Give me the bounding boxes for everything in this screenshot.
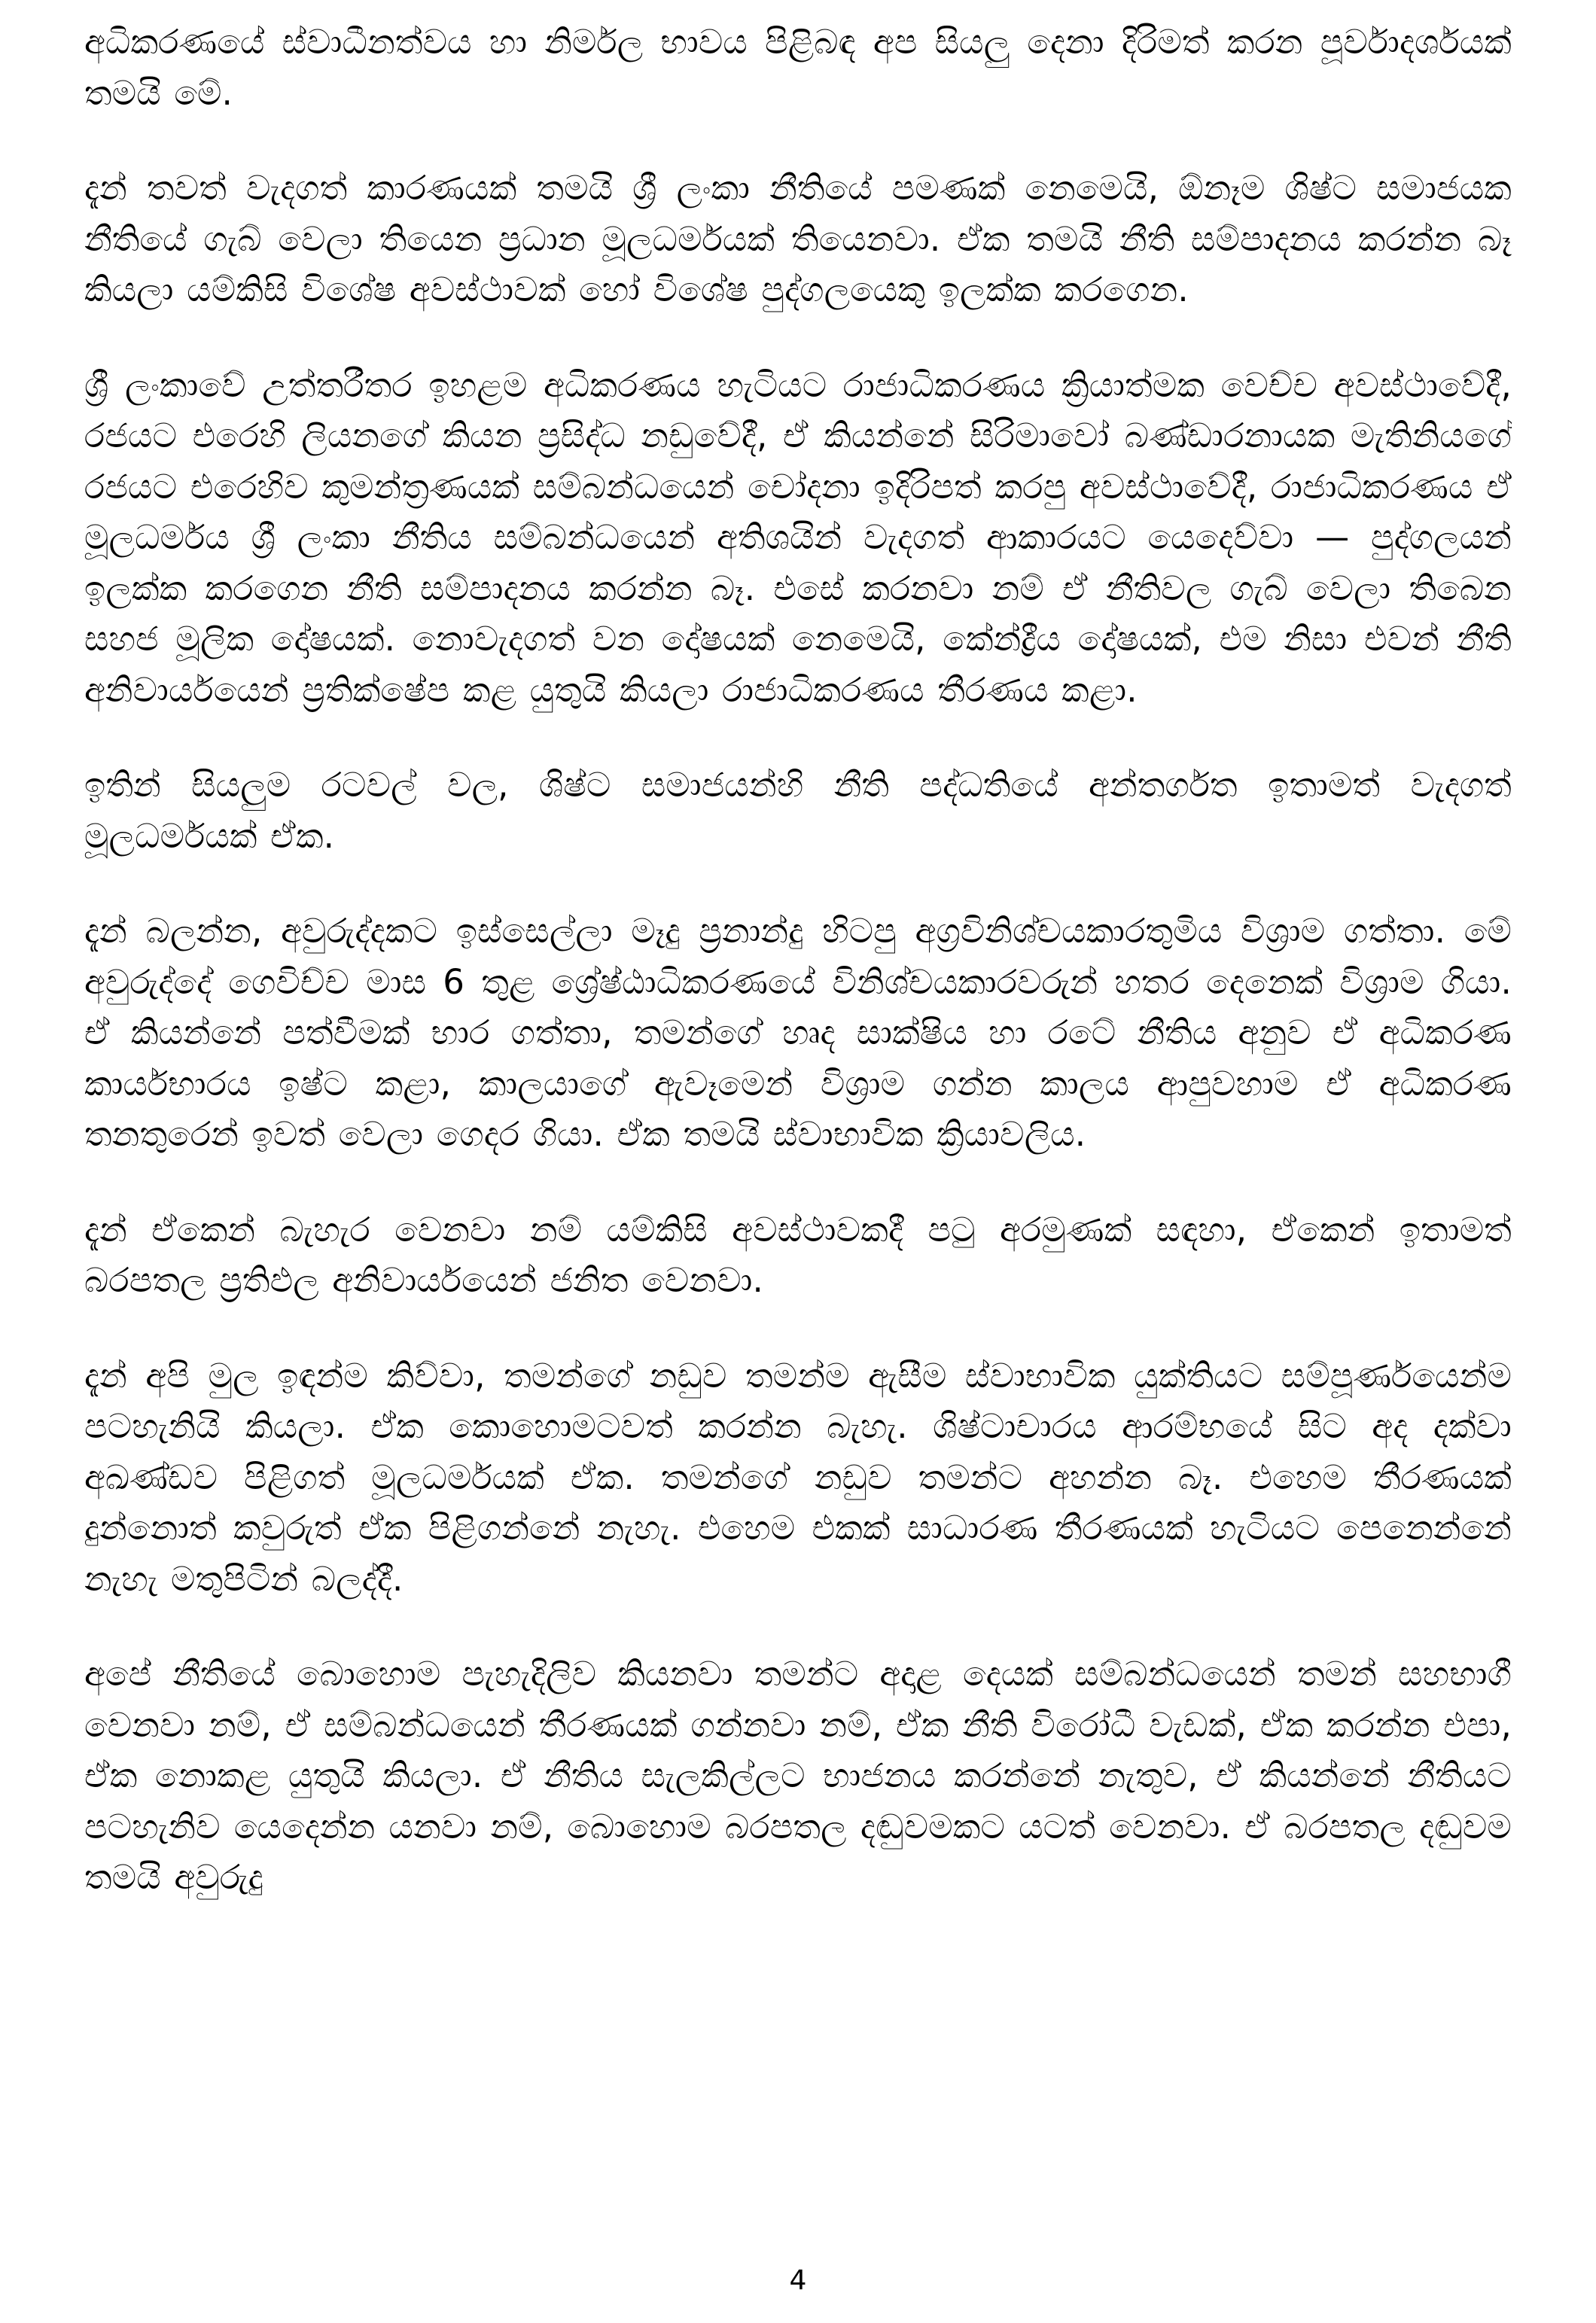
paragraph-1: අධිකරණයේ ස්වාධීනත්වය හා නිර්මල භාවය පිළිබඳ අප සියලු දෙනා දිරිමත් කරන පූර්වාදර්ශයක් තමයි මේ. bbox=[84, 22, 1512, 113]
paragraph-6: දැන් ඒකෙන් බැහැර වෙනවා නම් යම්කිසි අවස්ථාවකදී පටු අරමුණක් සඳහා, ඒකෙන් ඉතාමත් බරපතල ප්‍රතිඵල අනිවාර්යයෙන් ජනිත වෙනවා. bbox=[84, 1209, 1512, 1300]
paragraph-2: දැන් තවත් වැදගත් කාරණයක් තමයි ශ්‍රී ලංකා නීතියේ පමණක් නෙමෙයි, ඕනෑම ශිෂ්ට සමාජයක නීතියේ ගැබ් වෙලා තියෙන ප්‍රධාන මූලධර්මයක් තියෙනවා. ඒක තමයි නීති සම්පාදනය කරන්න බෑ කියලා යම්කිසි විශේෂ අවස්ථාවක් හෝ විශේෂ පුද්ගලයෙකු ඉලක්ක කරගෙන. bbox=[84, 168, 1512, 309]
paragraph-4: ඉතින් සියලුම රටවල් වල, ශිෂ්ට සමාජයන්හි නීති පද්ධතියේ අන්තර්ගත ඉතාමත් වැදගත් මූලධර්මයක් ඒක. bbox=[84, 765, 1512, 856]
paragraph-8: අපේ නීතියේ බොහොම පැහැදිලිව කියනවා තමන්ට අදාළ දෙයක් සම්බන්ධයෙන් තමන් සහභාගී වෙනවා නම්, ඒ සම්බන්ධයෙන් තීරණයක් ගන්නවා නම්, ඒක නීති විරෝධී වැඩක්, ඒක කරන්න එපා, ඒක නොකළ යුතුයි කියලා. ඒ නීතිය සැලකිල්ලට භාජනය කරන්නේ නැතුව, ඒ කියන්නේ නීතියට පටහැනිව යෙදෙන්න යනවා නම්, බොහොම බරපතල දඬුවමකට යටත් වෙනවා. ඒ බරපතල දඬුවම තමයි අවුරුදු bbox=[84, 1654, 1512, 1897]
document-page bbox=[84, 17, 1512, 2245]
paragraph-7: දැන් අපි මුල ඉඳන්ම කිව්වා, තමන්ගේ නඩුව තමන්ම ඇසීම ස්වාභාවික යුක්තියට සම්පූර්ණයෙන්ම පටහැනියි කියලා. ඒක කොහොමටවත් කරන්න බැහැ. ශිෂ්ටාචාරය ආරම්භයේ සිට අද දක්වා අඛණ්ඩව පිළිගත් මූලධර්මයක් ඒක. තමන්ගේ නඩුව තමන්ට අහන්න බෑ. එහෙම තීරණයක් දුන්නොත් කවුරුත් ඒක පිළිගන්නේ නැහැ. එහෙම එකක් සාධාරණ තීරණයක් හැටියට පෙනෙන්නේ නැහැ මතුපිටින් බලද්දී. bbox=[84, 1355, 1512, 1599]
paragraph-5: දැන් බලන්න, අවුරුද්දකට ඉස්සෙල්ලා මෑදු ප්‍රනාන්දු හිටපු අග්‍රවිනිශ්චයකාරතුමිය විශ්‍රාම ගත්තා. මේ අවුරුද්දේ ගෙවිච්ච මාස 6 තුළ ශ්‍රේෂ්ඨාධිකරණයේ විනිශ්චයකාරවරුන් හතර දෙනෙක් විශ්‍රාම ගියා. ඒ කියන්නේ පත්වීමක් භාර ගත්තා, තමන්ගේ හෘද සාක්ෂිය හා රටේ නීතිය අනුව ඒ අධිකරණ කාර්යභාරය ඉෂ්ට කළා, කාලයාගේ ඇවෑමෙන් විශ්‍රාම ගන්න කාලය ආපුවහාම ඒ අධිකරණ තනතුරෙන් ඉවත් වෙලා ගෙදර ගියා. ඒක තමයි ස්වාභාවික ක්‍රියාවලිය. bbox=[84, 911, 1512, 1154]
paragraph-3: ශ්‍රී ලංකාවේ උත්තරීතර ඉහළම අධිකරණය හැටියට රාජාධිකරණය ක්‍රියාත්මක වෙච්ච අවස්ථාවේදී, රජයට එරෙහි ලියනගේ කියන ප්‍රසිද්ධ නඩුවේදී, ඒ කියන්නේ සිරිමාවෝ බණ්ඩාරනායක මැතිනියගේ රජයට එරෙහිව කුමන්ත්‍රණයක් සම්බන්ධයෙන් චෝදනා ඉදිරිපත් කරපු අවස්ථාවේදී, රාජාධිකරණය ඒ මූලධර්මය ශ්‍රී ලංකා නීතිය සම්බන්ධයෙන් අතිශයින් වැදගත් ආකාරයට යෙදෙව්වා — පුද්ගලයන් ඉලක්ක කරගෙන නීති සම්පාදනය කරන්න බෑ. එසේ කරනවා නම් ඒ නීතිවල ගැබ් වෙලා තිබෙන සහජ මූලික දෝෂයක්. නොවැදගත් වන දෝෂයක් නෙමෙයි, කේන්ද්‍රීය දෝෂයක්, එම නිසා එවන් නීති අනිවාර්යයෙන් ප්‍රතික්ෂේප කළ යුතුයි කියලා රාජාධිකරණය තීරණය කළා. bbox=[84, 364, 1512, 710]
page-number: 4 bbox=[789, 2265, 807, 2296]
